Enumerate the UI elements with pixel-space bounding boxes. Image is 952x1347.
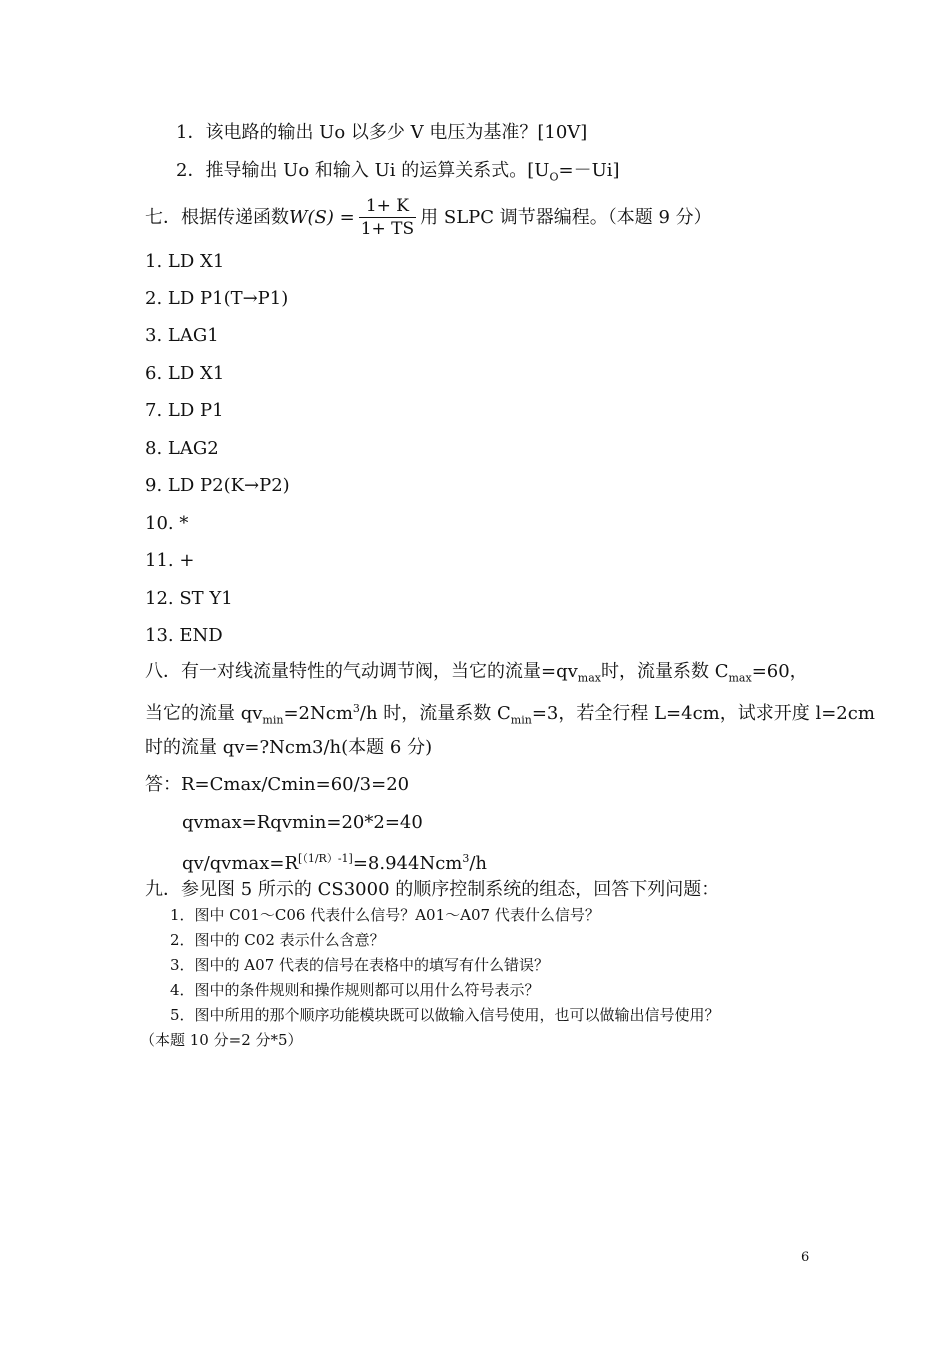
program-line: 2. LD P1(T→P1) [145,288,289,309]
program-line: 7. LD P1 [145,400,224,421]
program-line: 10. * [145,513,189,534]
question-9-item: 2．图中的 C02 表示什么含意？ [170,931,385,949]
transfer-function-fraction: $\frac{1+ K}{1+ TS}$ [360,196,415,239]
question-8-line-1: 八．有一对线流量特性的气动调节阀，当它的流量$=qv_{max}$时，流量系数 $C_{max}=60$， [145,661,808,685]
question-8-line-3: 时的流量 qv=?Ncm3/h(本题 6 分) [145,737,433,758]
program-line: 11. + [145,550,195,571]
question-9-item: 3．图中的 A07 代表的信号在表格中的填写有什么错误？ [170,956,550,974]
page-number: 6 [801,1250,810,1265]
question-6-item-1: 1．该电路的输出 Uo 以多少 V 电压为基准？[10V] [176,122,588,143]
program-line: 3. LAG1 [145,325,219,346]
question-9-score: （本题 10 分=2 分*5） [140,1031,303,1049]
program-line: 8. LAG2 [145,438,219,459]
question-9-heading: 九．参见图 5 所示的 CS3000 的顺序控制系统的组态，回答下列问题： [145,879,720,900]
program-line: 9. LD P2(K→P2) [145,475,290,496]
answer-line-3: qv/qvmax=R[（1/R）-1]=8.944Ncm$^3$/h [182,852,488,874]
program-line: 13. END [145,625,223,646]
question-7-heading: 七．根据传递函数W(S) = $\frac{1+ K}{1+ TS}$ 用 SLPC 调节器编程。（本题 9 分） [145,196,712,239]
program-line: 1. LD X1 [145,251,225,272]
question-9-item: 4．图中的条件规则和操作规则都可以用什么符号表示？ [170,981,540,999]
answer-line-1: 答：R=Cmax/Cmin=60/3=20 [145,774,410,795]
question-9-item: 5．图中所用的那个顺序功能模块既可以做输入信号使用，也可以做输出信号使用？ [170,1006,720,1024]
question-6-item-2: 2．推导输出 Uo 和输入 Ui 的运算关系式。$[U_O=-Ui]$ [176,160,620,184]
transfer-function-label: W(S) = [289,207,355,228]
program-line: 12. ST Y1 [145,588,233,609]
question-8-line-2: 当它的流量 $qv_{min}=2Ncm^3/h$ 时，流量系数 $C_{min}=3$，若全行程 L=4cm，试求开度 l=2cm [145,702,875,727]
question-9-item: 1．图中 C01～C06 代表什么信号？A01～A07 代表什么信号？ [170,906,600,924]
answer-line-2: qvmax=Rqvmin=20*2=40 [182,812,423,833]
program-line: 6. LD X1 [145,363,225,384]
